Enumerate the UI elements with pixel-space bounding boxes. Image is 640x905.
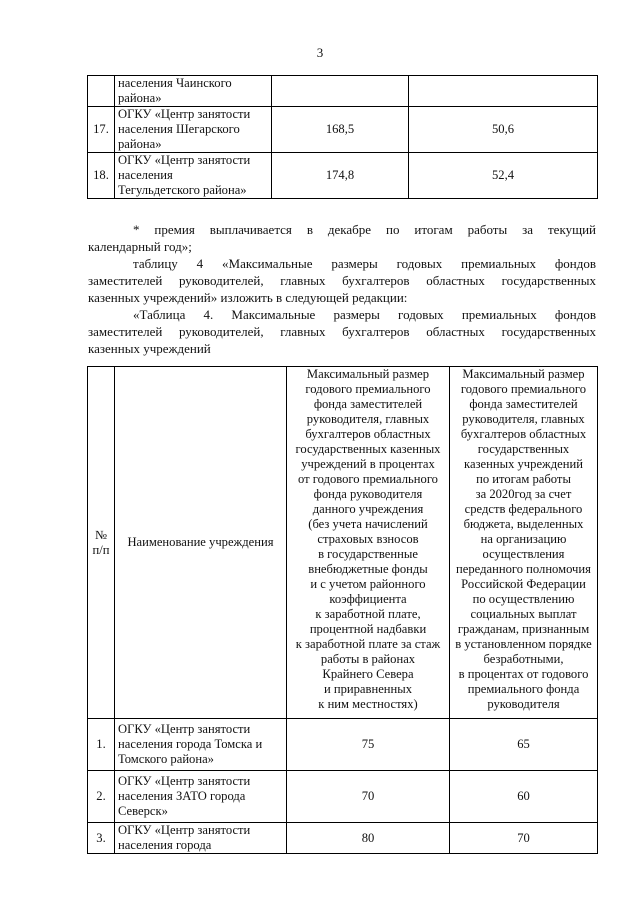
name-line: района»: [118, 137, 162, 151]
table-row: [88, 771, 598, 823]
table-main: [87, 366, 598, 854]
row-number: 18.: [88, 153, 115, 199]
name-line: населения ЗАТО города: [118, 789, 246, 803]
header-line: осуществления: [482, 547, 565, 561]
header-line: премиального фонда: [467, 682, 580, 696]
header-line: гражданам, признанным: [457, 622, 590, 636]
header-line: Максимальный размер: [306, 367, 430, 381]
page-number: 3: [316, 45, 324, 60]
header-line: и с учетом районного: [310, 577, 426, 591]
paragraph-line: календарный год»;: [88, 239, 192, 254]
name-line: населения города: [118, 838, 212, 852]
paragraph-line: казенных учреждений» изложить в следующей редакции:: [88, 290, 408, 305]
paragraph-line: казенных учреждений: [88, 341, 211, 356]
value-col2: 52,4: [409, 153, 598, 199]
header-line: социальных выплат: [470, 607, 577, 621]
name-line: ОГКУ «Центр занятости: [118, 153, 251, 167]
header-line: в процентах от годового: [458, 667, 589, 681]
header-line: годового премиального: [460, 382, 587, 396]
row-number: 1.: [88, 719, 115, 771]
value-col1: 168,5: [272, 107, 409, 153]
header-line: годового премиального: [305, 382, 431, 396]
table-row: [88, 719, 598, 771]
header-line: внебюджетные фонды: [308, 562, 428, 576]
paragraph-line: таблицу 4 «Максимальные размеры годовых премиальных фондов: [133, 256, 596, 271]
name-line: района»: [118, 91, 162, 105]
header-line: Максимальный размер: [462, 367, 585, 381]
header-line: №: [94, 527, 108, 542]
value-col1: 70: [287, 771, 450, 823]
name-line: Северск»: [118, 804, 168, 818]
header-line: фонда заместителей: [313, 397, 423, 411]
table-header-row: [88, 367, 598, 719]
name-line: Тегульдетского района»: [118, 183, 247, 197]
header-line: от годового премиального: [298, 472, 438, 486]
table-row: [88, 107, 598, 153]
institution-name: [115, 76, 272, 107]
header-line: за 2020год за счет: [475, 487, 572, 501]
name-line: ОГКУ «Центр занятости: [118, 722, 251, 736]
institution-name: [115, 107, 272, 153]
table-top: [87, 75, 598, 199]
header-line: Российской Федерации: [461, 577, 586, 591]
header-line: (без учета начислений: [308, 517, 428, 531]
institution-name: [115, 153, 272, 199]
header-line: Крайнего Севера: [322, 667, 414, 681]
header-line: бухгалтеров областных: [305, 427, 431, 441]
paragraph-line: * премия выплачивается в декабре по итогам работы за текущий: [133, 222, 596, 237]
header-line: в государственные: [318, 547, 418, 561]
header-line: к заработной плате за стаж: [295, 637, 441, 651]
name-line: населения Шегарского: [118, 122, 240, 136]
header-line: страховых взносов: [317, 532, 419, 546]
row-number: 3.: [88, 823, 115, 854]
header-num: [88, 367, 115, 719]
value-col1: 174,8: [272, 153, 409, 199]
table-row: [88, 823, 598, 854]
header-line: процентной надбавки: [309, 622, 427, 636]
header-line: государственных казенных: [295, 442, 441, 456]
header-line: в установленном порядке: [455, 637, 592, 651]
value-col2: 70: [450, 823, 598, 854]
header-line: безработными,: [483, 652, 564, 666]
name-line: ОГКУ «Центр занятости: [118, 774, 251, 788]
header-line: на организацию: [480, 532, 567, 546]
institution-name: [115, 719, 287, 771]
header-line: данного учреждения: [312, 502, 424, 516]
header-col1: [287, 367, 450, 719]
header-line: п/п: [92, 542, 110, 557]
name-line: ОГКУ «Центр занятости: [118, 107, 251, 121]
header-line: государственных: [477, 442, 570, 456]
header-line: коэффициента: [329, 592, 407, 606]
value-col1: 80: [287, 823, 450, 854]
header-line: руководителя, главных: [306, 412, 430, 426]
header-line: фонда руководителя: [313, 487, 423, 501]
row-number: [88, 76, 115, 107]
header-line: руководителя, главных: [462, 412, 585, 426]
row-number: 17.: [88, 107, 115, 153]
header-line: по осуществлению: [472, 592, 575, 606]
header-line: и приравненных: [323, 682, 413, 696]
instruction-paragraph: [88, 255, 596, 306]
paragraph-line: заместителей руководителей, главных бухгалтеров областных государственных: [88, 273, 596, 288]
name-line: Томского района»: [118, 752, 214, 766]
name-line: населения: [118, 168, 173, 182]
institution-name: [115, 823, 287, 854]
paragraph-line: заместителей руководителей, главных бухгалтеров областных государственных: [88, 324, 596, 339]
header-line: к заработной плате,: [315, 607, 421, 621]
name-line: населения города Томска и: [118, 737, 263, 751]
paragraph-line: «Таблица 4. Максимальные размеры годовых премиальных фондов: [133, 307, 596, 322]
table-row: [88, 76, 598, 107]
row-number: 2.: [88, 771, 115, 823]
header-line: руководителя: [487, 697, 560, 711]
value-col2: 60: [450, 771, 598, 823]
name-line: населения Чаинского: [118, 76, 232, 90]
institution-name: [115, 771, 287, 823]
value-col2: 50,6: [409, 107, 598, 153]
footnote-paragraph: [88, 221, 596, 255]
header-line: к ним местностях): [318, 697, 418, 711]
header-line: по итогам работы: [476, 472, 571, 486]
header-line: бюджета, выделенных: [463, 517, 584, 531]
name-line: ОГКУ «Центр занятости: [118, 823, 251, 837]
value-col1: [272, 76, 409, 107]
header-line: средств федерального: [464, 502, 583, 516]
value-col1: 75: [287, 719, 450, 771]
header-line: казенных учреждений: [464, 457, 583, 471]
header-col2: [450, 367, 598, 719]
header-line: учреждений в процентах: [301, 457, 435, 471]
header-line: бухгалтеров областных: [460, 427, 587, 441]
header-line: работы в районах: [320, 652, 416, 666]
value-col2: [409, 76, 598, 107]
header-name: Наименование учреждения: [115, 367, 287, 719]
table-caption: [88, 306, 596, 357]
table-row: [88, 153, 598, 199]
header-line: фонда заместителей: [469, 397, 578, 411]
header-line: переданного полномочия: [456, 562, 591, 576]
value-col2: 65: [450, 719, 598, 771]
